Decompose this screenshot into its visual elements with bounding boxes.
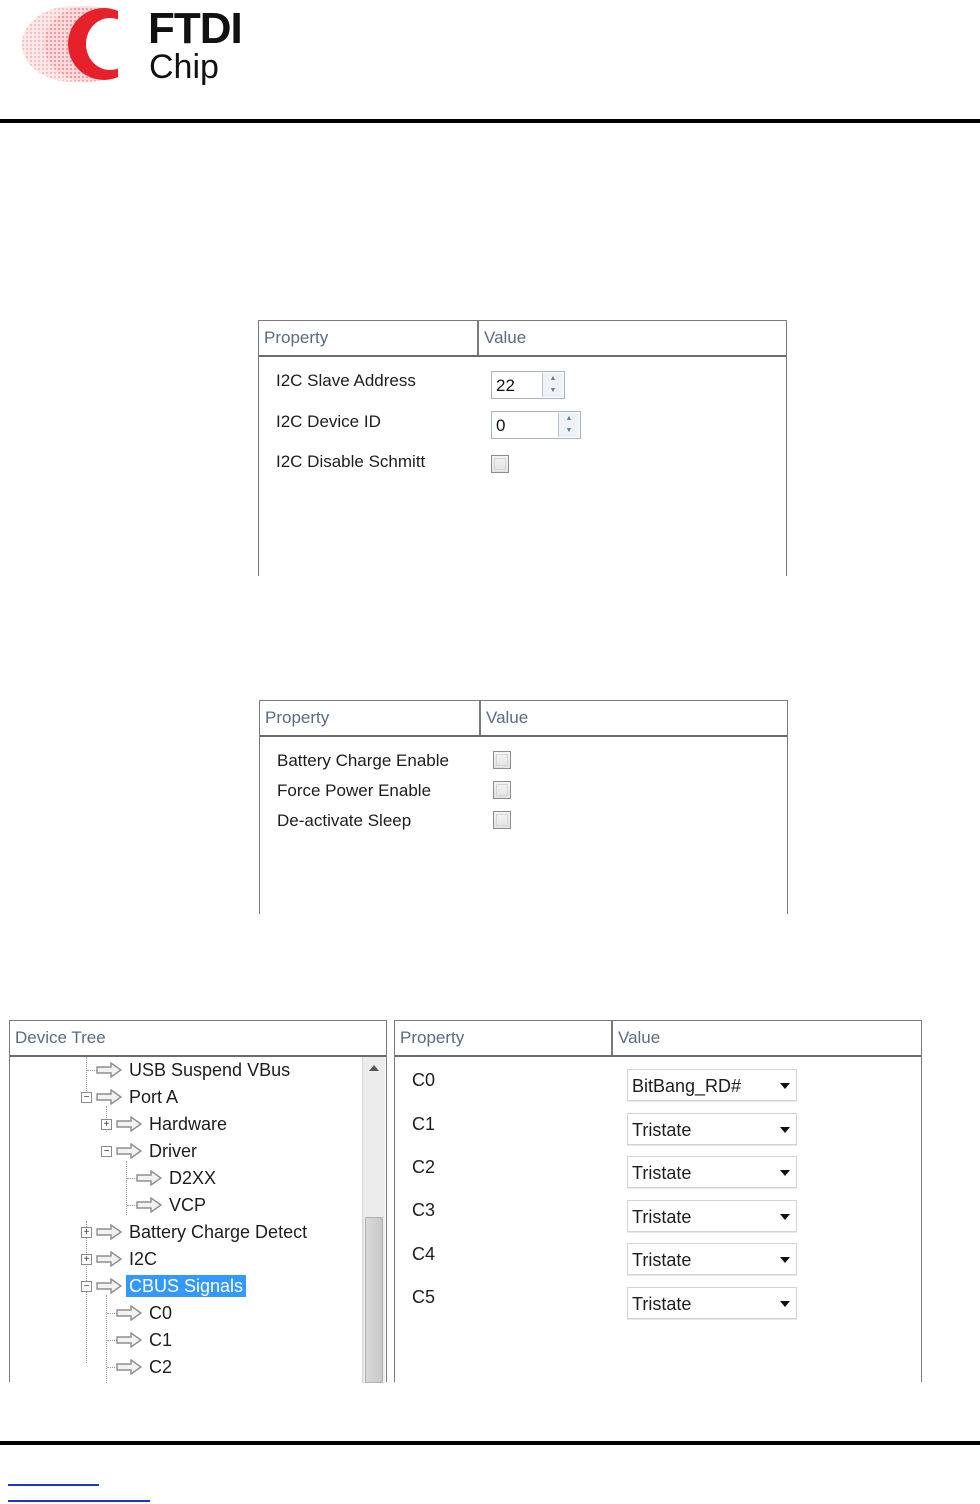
select-value[interactable]: Tristate [632,1250,692,1270]
i2c-property-grid [258,320,787,576]
expand-toggle-icon[interactable]: + [81,1227,92,1238]
cbus-c0-select[interactable] [627,1069,797,1101]
i2c-device-id-label: I2C Device ID [276,412,381,431]
i2c-disable-schmitt-checkbox[interactable] [491,455,509,473]
cbus-c2-label: C2 [412,1157,436,1177]
arrow-right-icon [136,1197,162,1213]
force-power-enable-label: Force Power Enable [277,781,432,800]
property-column-header[interactable]: Property [265,708,330,727]
tree-item-label[interactable]: Driver [149,1141,197,1161]
device-tree-title: Device Tree [15,1028,106,1047]
battery-charge-enable-label: Battery Charge Enable [277,751,449,770]
tree-connector [86,1057,87,1097]
dropdown-arrow-icon[interactable] [780,1257,790,1263]
cbus-c2-select[interactable] [627,1156,797,1188]
logo-rings-icon [18,4,148,88]
select-value[interactable]: Tristate [632,1294,692,1314]
tree-scrollbar[interactable] [362,1057,385,1383]
tree-item-label[interactable]: USB Suspend VBus [129,1060,291,1080]
device-tree-panel [9,1020,387,1382]
tree-item-label[interactable]: C0 [149,1303,173,1323]
arrow-right-icon [96,1278,122,1294]
value-column-header[interactable]: Value [618,1028,661,1047]
dropdown-arrow-icon[interactable] [780,1170,790,1176]
tree-item-label[interactable]: Battery Charge Detect [129,1222,308,1242]
select-value[interactable]: BitBang_RD# [632,1076,742,1096]
i2c-device-id-spinner[interactable] [491,411,581,439]
expand-toggle-icon[interactable]: + [101,1119,112,1130]
dropdown-arrow-icon[interactable] [780,1127,790,1133]
cbus-c1-select[interactable] [627,1113,797,1145]
arrow-right-icon [116,1143,142,1159]
deactivate-sleep-label: De-activate Sleep [277,811,412,830]
tree-item-label[interactable]: C1 [149,1330,173,1350]
arrow-right-icon [96,1062,122,1078]
cbus-property-grid [394,1020,922,1382]
i2c-slave-address-label: I2C Slave Address [276,371,416,390]
collapse-toggle-icon[interactable]: − [81,1281,92,1292]
grid-header [260,701,787,737]
ftdi-chip-logo [18,4,240,88]
battery-property-grid [259,700,788,914]
scroll-thumb[interactable] [365,1217,383,1383]
cbus-c3-label: C3 [412,1200,436,1220]
footer-rule [0,1441,980,1445]
cbus-c1-label: C1 [412,1114,436,1134]
collapse-toggle-icon[interactable]: − [101,1146,112,1157]
dropdown-arrow-icon[interactable] [780,1214,790,1220]
cbus-c4-select[interactable] [627,1243,797,1275]
select-value[interactable]: Tristate [632,1207,692,1227]
tree-item-label[interactable]: C2 [149,1357,173,1377]
spin-up-icon[interactable]: ▲ [543,373,563,386]
spinner-value[interactable]: 22 [496,376,515,395]
tree-item-label[interactable]: VCP [169,1195,207,1215]
cbus-c5-select[interactable] [627,1287,797,1319]
logo-sub-text: Chip [149,48,219,86]
property-column-header[interactable]: Property [264,328,329,347]
arrow-right-icon [136,1170,162,1186]
tree-connector [106,1295,107,1383]
tree-item-label-selected[interactable]: CBUS Signals [126,1275,246,1297]
i2c-slave-address-spinner[interactable] [491,371,565,399]
arrow-right-icon [96,1251,122,1267]
battery-charge-enable-checkbox[interactable] [493,751,511,769]
dropdown-arrow-icon[interactable] [780,1301,790,1307]
i2c-disable-schmitt-label: I2C Disable Schmitt [276,452,426,471]
select-value[interactable]: Tristate [632,1163,692,1183]
deactivate-sleep-checkbox[interactable] [493,811,511,829]
header-rule [0,119,980,123]
tree-item-label[interactable]: D2XX [169,1168,217,1188]
arrow-right-icon [96,1089,122,1105]
tree-item-label[interactable]: I2C [129,1249,158,1269]
logo-brand-text: FTDI [148,4,242,53]
cbus-c5-label: C5 [412,1287,436,1307]
arrow-right-icon [96,1224,122,1240]
tree-connector [126,1161,127,1215]
tree-item-label[interactable]: Hardware [149,1114,228,1134]
cbus-c0-label: C0 [412,1070,436,1090]
spin-down-icon[interactable]: ▼ [543,385,563,397]
tree-connector [86,1221,87,1363]
expand-toggle-icon[interactable]: + [81,1254,92,1265]
arrow-right-icon [116,1359,142,1375]
select-value[interactable]: Tristate [632,1120,692,1140]
device-tree-header [10,1021,386,1057]
cbus-c3-select[interactable] [627,1200,797,1232]
spinner-value[interactable]: 0 [496,416,506,435]
value-column-header[interactable]: Value [486,708,529,727]
spin-up-icon[interactable]: ▲ [559,413,579,426]
dropdown-arrow-icon[interactable] [780,1083,790,1089]
value-column-header[interactable]: Value [484,328,527,347]
spin-down-icon[interactable]: ▼ [559,425,579,437]
arrow-right-icon [116,1332,142,1348]
footer-link-underline[interactable] [8,1484,99,1486]
collapse-toggle-icon[interactable]: − [81,1092,92,1103]
arrow-right-icon [116,1116,142,1132]
grid-header [395,1021,921,1057]
grid-header [259,321,786,357]
tree-item-label[interactable]: Port A [129,1087,179,1107]
footer-link-underline[interactable] [8,1500,150,1502]
scroll-up-icon[interactable] [369,1065,379,1071]
arrow-right-icon [116,1305,142,1321]
property-column-header[interactable]: Property [400,1028,465,1047]
force-power-enable-checkbox[interactable] [493,781,511,799]
cbus-c4-label: C4 [412,1244,436,1264]
